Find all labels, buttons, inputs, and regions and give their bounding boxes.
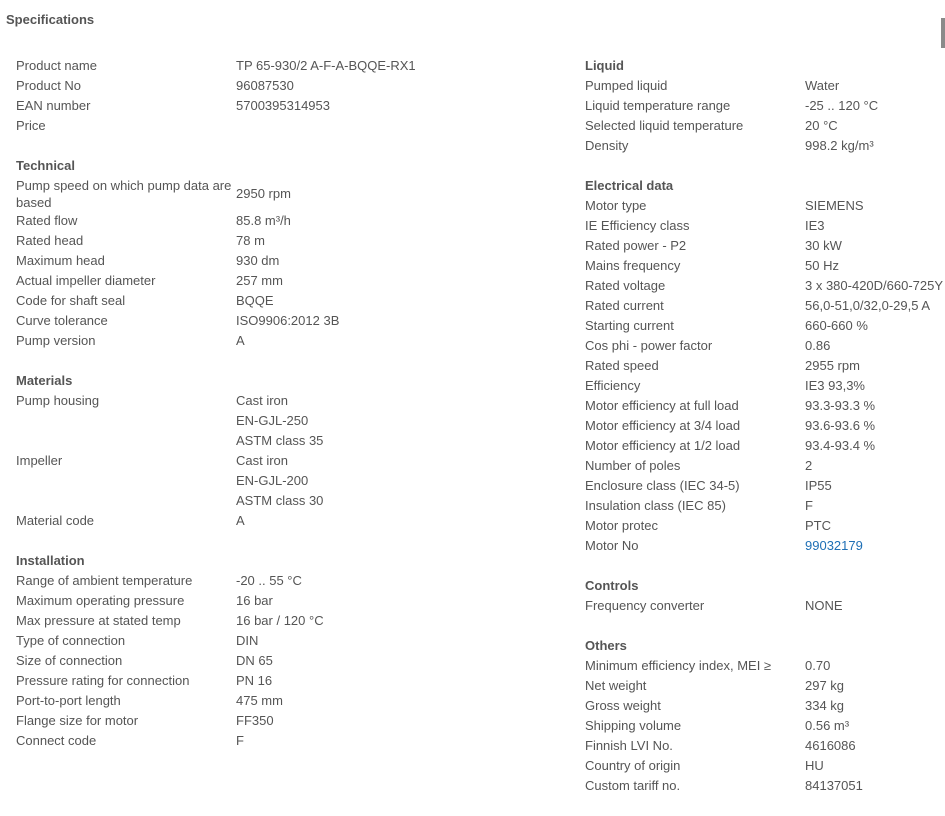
spec-section-controls (585, 576, 945, 616)
spec-value: EN-GJL-250 (236, 413, 309, 428)
spec-label: Port-to-port length (16, 693, 121, 708)
spec-row (585, 496, 945, 516)
spec-row (585, 256, 945, 276)
spec-label: Pumped liquid (585, 78, 668, 93)
spec-label: Shipping volume (585, 718, 682, 733)
spec-value: 50 Hz (805, 258, 839, 273)
spec-row (16, 291, 576, 311)
right-spec-column (585, 56, 945, 816)
spec-label (16, 471, 236, 491)
spec-row (16, 511, 576, 531)
spec-label: Pump version (16, 333, 96, 348)
spec-value: DIN (236, 633, 259, 648)
spec-row (16, 491, 576, 511)
spec-label: Selected liquid temperature (585, 118, 744, 133)
spec-row (16, 251, 576, 271)
spec-label: Product name (16, 58, 97, 73)
spec-row (585, 456, 945, 476)
spec-value: F (805, 498, 813, 513)
spec-row (16, 311, 576, 331)
spec-section-materials (16, 371, 576, 531)
spec-label: Rated power - P2 (585, 238, 687, 253)
spec-label: Product No (16, 78, 82, 93)
spec-value: IP55 (805, 478, 832, 493)
section-title: Technical (16, 158, 76, 173)
spec-label (16, 431, 236, 451)
spec-value: EN-GJL-200 (236, 473, 309, 488)
spec-label: Max pressure at stated temp (16, 613, 181, 628)
spec-value: 93.6-93.6 % (805, 418, 876, 433)
spec-value: 93.3-93.3 % (805, 398, 876, 413)
spec-label: Maximum operating pressure (16, 593, 185, 608)
spec-value: F (236, 733, 244, 748)
spec-label: Motor efficiency at 1/2 load (585, 438, 741, 453)
spec-row (16, 711, 576, 731)
spec-row (585, 676, 945, 696)
spec-label: Enclosure class (IEC 34-5) (585, 478, 740, 493)
spec-section-liquid (585, 56, 945, 156)
spec-row (585, 656, 945, 676)
spec-label: Country of origin (585, 758, 681, 773)
spec-row (16, 431, 576, 451)
spec-value: 998.2 kg/m³ (805, 138, 874, 153)
spec-value: 0.56 m³ (805, 718, 850, 733)
spec-row (16, 391, 576, 411)
spec-row (585, 736, 945, 756)
spec-value: IE3 (805, 218, 825, 233)
spec-value: ASTM class 30 (236, 493, 324, 508)
spec-row (585, 376, 945, 396)
spec-section-general (16, 56, 576, 136)
spec-row (585, 216, 945, 236)
section-title: Electrical data (585, 178, 674, 193)
spec-label: Mains frequency (585, 258, 681, 273)
spec-value: ASTM class 35 (236, 433, 324, 448)
spec-row (16, 56, 576, 76)
section-title: Liquid (585, 58, 624, 73)
spec-row (16, 76, 576, 96)
spec-row (585, 276, 945, 296)
spec-value: 257 mm (236, 273, 283, 288)
scrollbar-thumb[interactable] (941, 18, 945, 48)
spec-row (585, 756, 945, 776)
section-title: Installation (16, 553, 85, 568)
spec-value: 334 kg (805, 698, 845, 713)
spec-row (585, 116, 945, 136)
spec-value: 0.70 (805, 658, 831, 673)
spec-value: FF350 (236, 713, 274, 728)
spec-label: Motor efficiency at full load (585, 398, 739, 413)
spec-row (16, 451, 576, 471)
spec-row (16, 231, 576, 251)
left-spec-column (16, 56, 576, 771)
spec-label: Impeller (16, 453, 63, 468)
spec-value: -25 .. 120 °C (805, 98, 879, 113)
spec-label: Motor No (585, 538, 639, 553)
spec-value-link[interactable]: 99032179 (805, 538, 863, 553)
spec-value: 16 bar (236, 593, 273, 608)
spec-value: 2950 rpm (236, 185, 291, 201)
section-title: Materials (16, 373, 73, 388)
spec-value: Cast iron (236, 393, 289, 408)
spec-row (16, 211, 576, 231)
spec-label (16, 411, 236, 431)
spec-value: 930 dm (236, 253, 280, 268)
spec-label: Material code (16, 513, 95, 528)
spec-value: 56,0-51,0/32,0-29,5 A (805, 298, 931, 313)
spec-label: EAN number (16, 98, 91, 113)
spec-value: 16 bar / 120 °C (236, 613, 324, 628)
spec-value: A (236, 513, 245, 528)
spec-label: Finnish LVI No. (585, 738, 673, 753)
spec-value: 93.4-93.4 % (805, 438, 876, 453)
spec-row (585, 536, 945, 556)
spec-row (585, 296, 945, 316)
spec-label: Pump speed on which pump data are based (16, 178, 232, 210)
spec-label: Actual impeller diameter (16, 273, 156, 288)
spec-value: ISO9906:2012 3B (236, 313, 340, 328)
spec-value: -20 .. 55 °C (236, 573, 302, 588)
spec-label: Rated speed (585, 358, 659, 373)
spec-label: Rated current (585, 298, 664, 313)
spec-row (585, 436, 945, 456)
spec-row (585, 336, 945, 356)
spec-row (16, 471, 576, 491)
spec-value: PTC (805, 518, 831, 533)
spec-label: Motor protec (585, 518, 658, 533)
spec-section-electrical-data (585, 176, 945, 556)
spec-label: Rated head (16, 233, 84, 248)
spec-value: DN 65 (236, 653, 273, 668)
spec-value: 78 m (236, 233, 265, 248)
spec-label: Custom tariff no. (585, 778, 681, 793)
spec-row (16, 691, 576, 711)
spec-value: 96087530 (236, 78, 294, 93)
spec-label: Net weight (585, 678, 647, 693)
spec-row (16, 331, 576, 351)
spec-value: 2955 rpm (805, 358, 860, 373)
spec-value: 0.86 (805, 338, 831, 353)
spec-value: HU (805, 758, 824, 773)
spec-label: Size of connection (16, 653, 123, 668)
spec-row (585, 316, 945, 336)
spec-label: Price (16, 118, 46, 133)
spec-label: Code for shaft seal (16, 293, 126, 308)
spec-row (16, 671, 576, 691)
spec-label: Connect code (16, 733, 97, 748)
spec-label: Range of ambient temperature (16, 573, 193, 588)
spec-row (16, 176, 576, 211)
spec-row (585, 356, 945, 376)
spec-value: Water (805, 78, 840, 93)
spec-value: Cast iron (236, 453, 289, 468)
spec-row (16, 271, 576, 291)
spec-section-installation (16, 551, 576, 751)
spec-row (585, 476, 945, 496)
spec-row (585, 76, 945, 96)
spec-label: Efficiency (585, 378, 641, 393)
spec-label: Type of connection (16, 633, 126, 648)
spec-value: 5700395314953 (236, 98, 330, 113)
spec-label: Insulation class (IEC 85) (585, 498, 726, 513)
spec-value: IE3 93,3% (805, 378, 865, 393)
spec-row (585, 596, 945, 616)
spec-label: Motor efficiency at 3/4 load (585, 418, 741, 433)
spec-row (16, 611, 576, 631)
spec-row (585, 716, 945, 736)
spec-value: 85.8 m³/h (236, 213, 291, 228)
spec-row (16, 571, 576, 591)
spec-row (585, 776, 945, 796)
spec-label: Rated voltage (585, 278, 666, 293)
spec-row (16, 731, 576, 751)
spec-value: 3 x 380-420D/660-725Y (805, 278, 944, 293)
spec-value: NONE (805, 598, 843, 613)
spec-value: 30 kW (805, 238, 842, 253)
spec-label: Maximum head (16, 253, 105, 268)
page-title: Specifications (6, 12, 95, 27)
spec-row (585, 236, 945, 256)
spec-value: 20 °C (805, 118, 838, 133)
spec-row (585, 696, 945, 716)
spec-row (16, 411, 576, 431)
spec-value: 297 kg (805, 678, 845, 693)
spec-label: Minimum efficiency index, MEI ≥ (585, 658, 772, 673)
spec-label (16, 491, 236, 511)
spec-label: Number of poles (585, 458, 681, 473)
spec-value: 475 mm (236, 693, 283, 708)
spec-label: Motor type (585, 198, 647, 213)
spec-label: Rated flow (16, 213, 78, 228)
section-title: Others (585, 638, 627, 653)
spec-section-technical (16, 156, 576, 351)
spec-row (16, 96, 576, 116)
spec-value: SIEMENS (805, 198, 864, 213)
spec-row (16, 116, 576, 136)
spec-label: IE Efficiency class (585, 218, 690, 233)
spec-label: Flange size for motor (16, 713, 139, 728)
spec-value: 4616086 (805, 738, 856, 753)
spec-row (585, 516, 945, 536)
spec-label: Pump housing (16, 393, 100, 408)
spec-row (585, 396, 945, 416)
spec-row (585, 416, 945, 436)
spec-label: Starting current (585, 318, 674, 333)
spec-label: Frequency converter (585, 598, 705, 613)
spec-label: Density (585, 138, 629, 153)
spec-label: Pressure rating for connection (16, 673, 190, 688)
spec-value: 660-660 % (805, 318, 868, 333)
spec-label: Liquid temperature range (585, 98, 731, 113)
spec-value: PN 16 (236, 673, 273, 688)
spec-value: A (236, 333, 245, 348)
spec-value: TP 65-930/2 A-F-A-BQQE-RX1 (236, 58, 416, 73)
spec-value: BQQE (236, 293, 274, 308)
section-title: Controls (585, 578, 639, 593)
spec-label: Curve tolerance (16, 313, 108, 328)
spec-value: 84137051 (805, 778, 863, 793)
spec-row (585, 136, 945, 156)
spec-row (585, 196, 945, 216)
spec-section-others (585, 636, 945, 796)
spec-row (16, 591, 576, 611)
spec-label: Cos phi - power factor (585, 338, 713, 353)
spec-label: Gross weight (585, 698, 661, 713)
spec-row (16, 631, 576, 651)
spec-row (16, 651, 576, 671)
spec-value: 2 (805, 458, 813, 473)
spec-row (585, 96, 945, 116)
